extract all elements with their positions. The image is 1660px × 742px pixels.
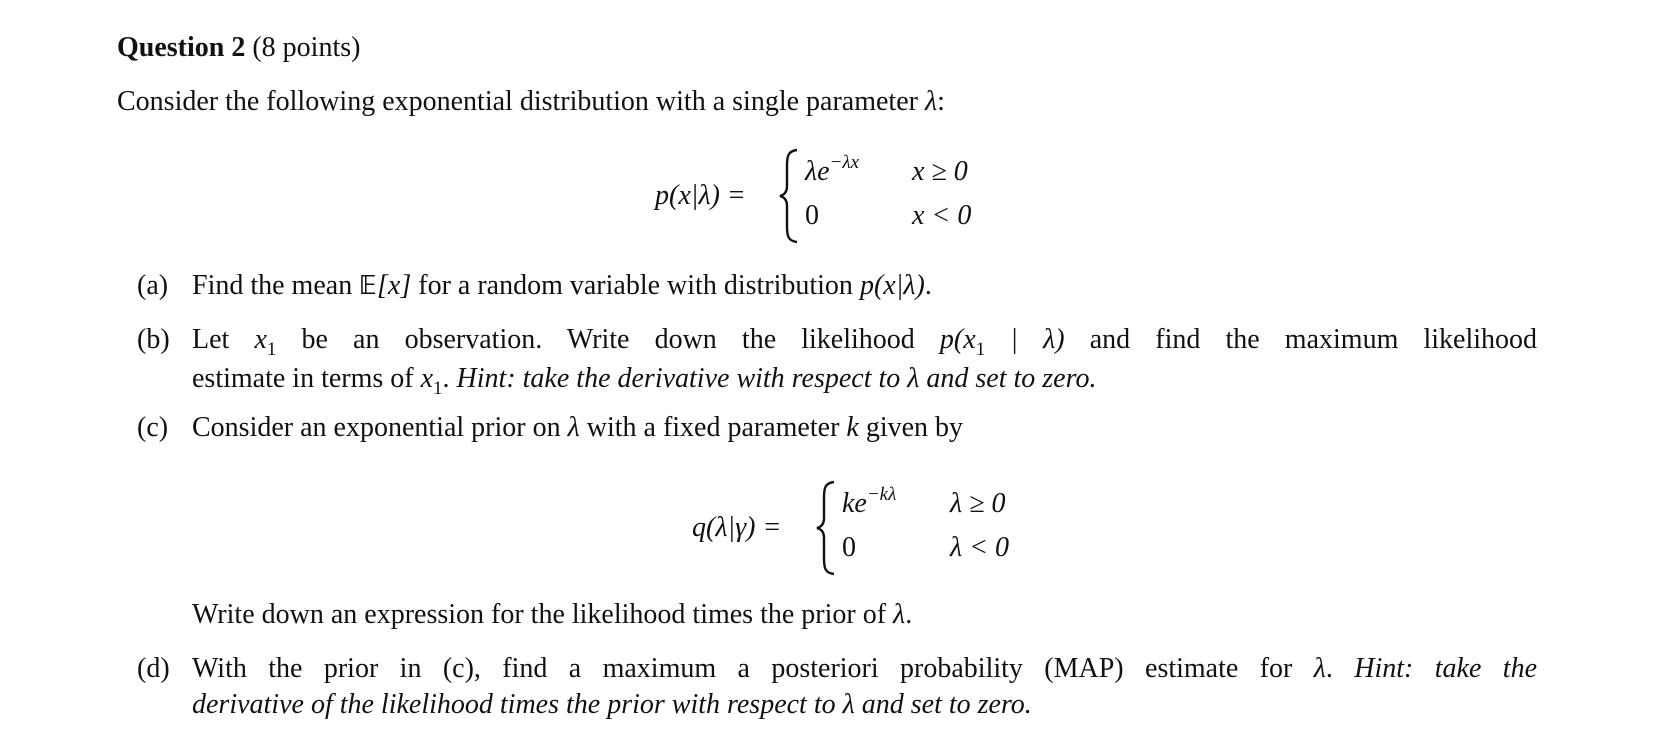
- equation-prior-row1-value: $ke^{-k\lambda}$: [842, 484, 897, 519]
- part-d-line-1: With the prior in (c), find a maximum a posteriori probability (MAP) estimate for λ. Hint: take the: [192, 653, 1538, 684]
- equation-prior-row2-value: 0: [842, 532, 856, 563]
- left-brace-icon: [815, 480, 837, 576]
- part-a-label: (a): [137, 270, 169, 301]
- left-brace-icon: [778, 148, 800, 244]
- equation-pdf-lhs: p(x|λ) =: [655, 180, 746, 211]
- intro-text: Consider the following exponential distribution with a single parameter: [117, 86, 918, 117]
- part-a-line: Find the mean 𝔼[x] for a random variable with distribution p(x|λ).: [192, 270, 932, 301]
- part-b-hint: Hint: take the derivative with respect to λ and set to zero.: [456, 363, 1097, 394]
- question-title: Question 2: [117, 32, 246, 63]
- equation-pdf-row1-condition: x ≥ 0: [912, 156, 968, 187]
- part-d-hint-start: Hint: take the: [1354, 653, 1538, 684]
- part-b-line-2: estimate in terms of $x_1$. Hint: take the derivative with respect to λ and set to zero.: [192, 363, 1097, 399]
- part-d-hint-end: derivative of the likelihood times the prior with respect to λ and set to zero.: [192, 689, 1032, 720]
- part-c-line: Consider an exponential prior on λ with a fixed parameter k given by: [192, 412, 964, 443]
- part-b-line-1: Let $x_1$ be an observation. Write down the likelihood $p(x_1$ | λ) and find the maximum likelihood: [192, 324, 1538, 360]
- expectation-symbol: 𝔼: [359, 271, 378, 301]
- equation-pdf-row2-value: 0: [805, 200, 819, 231]
- part-c-followup: Write down an expression for the likelihood times the prior of λ.: [192, 599, 913, 630]
- intro-paragraph: [117, 84, 945, 120]
- intro-colon: :: [937, 86, 945, 117]
- question-heading: [117, 30, 360, 66]
- equation-prior-lhs: q(λ|γ) =: [692, 512, 782, 543]
- part-b-label: (b): [137, 324, 170, 355]
- equation-pdf-row2-condition: x < 0: [912, 200, 972, 231]
- equation-prior-row1-condition: λ ≥ 0: [950, 488, 1006, 519]
- equation-pdf-row1-value: $\lambda e^{-\lambda x}$: [805, 152, 860, 187]
- part-d-label: (d): [137, 653, 170, 684]
- equation-prior-row2-condition: λ < 0: [950, 532, 1010, 563]
- part-c-label: (c): [137, 412, 169, 443]
- question-points: (8 points): [252, 32, 361, 63]
- intro-lambda: λ: [924, 86, 938, 117]
